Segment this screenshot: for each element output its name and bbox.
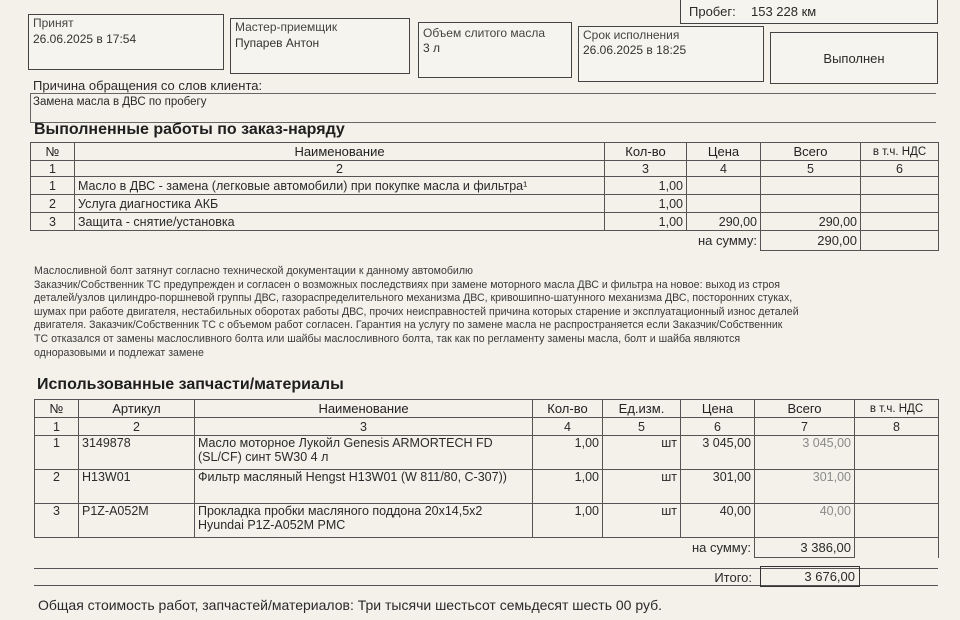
works-col-name: Наименование	[75, 143, 605, 161]
terms-line: Маслосливной болт затянут согласно технической документации к данному автомобилю	[34, 265, 473, 277]
grand-total-line	[38, 597, 662, 613]
works-num: 2	[75, 161, 605, 177]
deadline-label: Срок исполнения	[583, 28, 680, 42]
row-total: 40,00	[755, 504, 855, 538]
works-sum-vat	[861, 231, 939, 251]
reason-field	[30, 93, 936, 123]
row-qty: 1,00	[533, 436, 603, 470]
parts-num: 8	[855, 418, 939, 436]
status-value: Выполнен	[823, 51, 885, 66]
grand-total-label: Общая стоимость работ, запчастей/материалов:	[38, 597, 354, 613]
parts-sum-row	[35, 538, 939, 558]
row-total: 290,00	[761, 213, 861, 231]
works-col-price: Цена	[687, 143, 761, 161]
row-qty: 1,00	[605, 195, 687, 213]
parts-col-no: №	[35, 400, 79, 418]
master-value: Пупарев Антон	[235, 36, 320, 50]
parts-col-vat: в т.ч. НДС	[855, 400, 939, 418]
row-name: Масло в ДВС - замена (легковые автомобили) при покупке масла и фильтра¹	[75, 177, 605, 195]
row-price: 40,00	[681, 504, 755, 538]
parts-num: 4	[533, 418, 603, 436]
row-total: 3 045,00	[755, 436, 855, 470]
works-sum-value: 290,00	[761, 231, 861, 251]
row-vat	[861, 177, 939, 195]
deadline-box	[578, 26, 764, 82]
row-price: 301,00	[681, 470, 755, 504]
parts-num: 3	[195, 418, 533, 436]
works-sum-row	[31, 231, 939, 251]
works-col-no: №	[31, 143, 75, 161]
oil-volume-label: Объем слитого масла	[423, 26, 546, 40]
row-total	[761, 195, 861, 213]
parts-col-unit: Ед.изм.	[603, 400, 681, 418]
works-col-qty: Кол-во	[605, 143, 687, 161]
terms-line: двигателя. Заказчик/Собственник ТС с объемом работ согласен. Гарантия на услугу по замене масла не распространяется если Заказчик/Собственник	[34, 319, 783, 332]
row-price: 3 045,00	[681, 436, 755, 470]
table-row	[31, 177, 939, 195]
master-label: Мастер-приемщик	[235, 20, 338, 34]
row-number: 3	[35, 504, 79, 538]
row-qty: 1,00	[605, 177, 687, 195]
row-unit: шт	[603, 504, 681, 538]
parts-col-price: Цена	[681, 400, 755, 418]
table-row	[35, 436, 939, 470]
oil-volume-box	[418, 22, 572, 78]
table-row	[35, 504, 939, 538]
terms-line: Заказчик/Собственник ТС предупрежден и согласен о возможных последствиях при замене моторного масла ДВС и фильтра на новое: выход из строя	[34, 278, 781, 291]
status-box	[770, 32, 938, 84]
row-number: 1	[31, 177, 75, 195]
works-header-row	[31, 143, 939, 161]
parts-sum-vat	[855, 538, 939, 558]
parts-number-row	[35, 418, 939, 436]
row-unit: шт	[603, 470, 681, 504]
works-num: 1	[31, 161, 75, 177]
row-total	[761, 177, 861, 195]
parts-num: 7	[755, 418, 855, 436]
row-name: Прокладка пробки масляного поддона 20x14,5x2 Hyundai P1Z-A052M PMC	[195, 504, 533, 538]
total-value-box	[760, 566, 860, 587]
table-row	[31, 195, 939, 213]
accepted-value: 26.06.2025 в 17:54	[33, 32, 137, 46]
mileage-label: Пробег:	[689, 4, 736, 19]
row-vat	[861, 195, 939, 213]
row-price	[687, 177, 761, 195]
row-total: 301,00	[755, 470, 855, 504]
row-number: 2	[35, 470, 79, 504]
parts-col-name: Наименование	[195, 400, 533, 418]
parts-sum-label: на сумму:	[691, 540, 751, 556]
works-num: 4	[687, 161, 761, 177]
row-qty: 1,00	[533, 470, 603, 504]
row-name: Услуга диагностика АКБ	[75, 195, 605, 213]
parts-header-row	[35, 400, 939, 418]
oil-volume-value: 3 л	[423, 41, 441, 55]
row-article: H13W01	[79, 470, 195, 504]
row-price	[687, 195, 761, 213]
deadline-value: 26.06.2025 в 18:25	[583, 43, 687, 57]
parts-col-total: Всего	[755, 400, 855, 418]
works-num: 6	[861, 161, 939, 177]
grand-total-words: Три тысячи шестьсот семьдесят шесть 00 руб.	[357, 597, 663, 613]
reason-label: Причина обращения со слов клиента:	[33, 78, 263, 93]
row-vat	[855, 504, 939, 538]
row-number: 1	[35, 436, 79, 470]
parts-col-qty: Кол-во	[533, 400, 603, 418]
works-sum-label: на сумму:	[697, 233, 757, 249]
row-vat	[855, 436, 939, 470]
parts-sum-value: 3 386,00	[755, 538, 855, 558]
parts-num: 6	[681, 418, 755, 436]
works-num: 3	[605, 161, 687, 177]
works-col-vat: в т.ч. НДС	[861, 143, 939, 161]
mileage-box	[680, 0, 938, 24]
accepted-box	[28, 14, 224, 70]
terms-paragraph	[34, 265, 954, 360]
row-name: Масло моторное Лукойл Genesis ARMORTECH FD (SL/CF) синт 5W30 4 л	[195, 436, 533, 470]
row-qty: 1,00	[533, 504, 603, 538]
row-article: 3149878	[79, 436, 195, 470]
works-title: Выполненные работы по заказ-наряду	[34, 121, 345, 138]
parts-num: 1	[35, 418, 79, 436]
row-number: 3	[31, 213, 75, 231]
parts-table	[34, 399, 939, 558]
works-number-row	[31, 161, 939, 177]
terms-line: ТС отказался от замены маслосливного болта или шайбы маслосливного болта, так как по регламенту замены масла, болт и шайба являются	[34, 332, 741, 345]
row-vat	[855, 470, 939, 504]
total-value: 3 676,00	[804, 569, 855, 584]
row-unit: шт	[603, 436, 681, 470]
parts-col-article: Артикул	[79, 400, 195, 418]
row-qty: 1,00	[605, 213, 687, 231]
parts-num: 2	[79, 418, 195, 436]
reason-value: Замена масла в ДВС по пробегу	[33, 96, 207, 108]
row-name: Фильтр масляный Hengst H13W01 (W 811/80, C-307))	[195, 470, 533, 504]
mileage-value: 153 228 км	[751, 4, 817, 19]
table-row	[31, 213, 939, 231]
master-box	[230, 18, 410, 74]
total-label: Итого:	[714, 570, 752, 585]
row-number: 2	[31, 195, 75, 213]
row-price: 290,00	[687, 213, 761, 231]
row-article: P1Z-A052M	[79, 504, 195, 538]
table-row	[35, 470, 939, 504]
terms-line: деталей/узлов цилиндро-поршневой группы ДВС, газораспределительного механизма ДВС, кривошипно-шатунного механизма ДВС, посторонних стуках,	[34, 292, 793, 305]
terms-line: одноразовыми и подлежат замене	[34, 346, 204, 359]
parts-title: Использованные запчасти/материалы	[37, 376, 344, 393]
parts-num: 5	[603, 418, 681, 436]
row-name: Защита - снятие/установка	[75, 213, 605, 231]
row-vat	[861, 213, 939, 231]
works-num: 5	[761, 161, 861, 177]
accepted-label: Принят	[33, 16, 74, 30]
terms-line: шумах при работе двигателя, нестабильных оборотах работы ДВС, прочих неисправностей причина которых старение и эксплуатационный износ деталей	[34, 305, 799, 318]
works-col-total: Всего	[761, 143, 861, 161]
works-table	[30, 142, 939, 251]
